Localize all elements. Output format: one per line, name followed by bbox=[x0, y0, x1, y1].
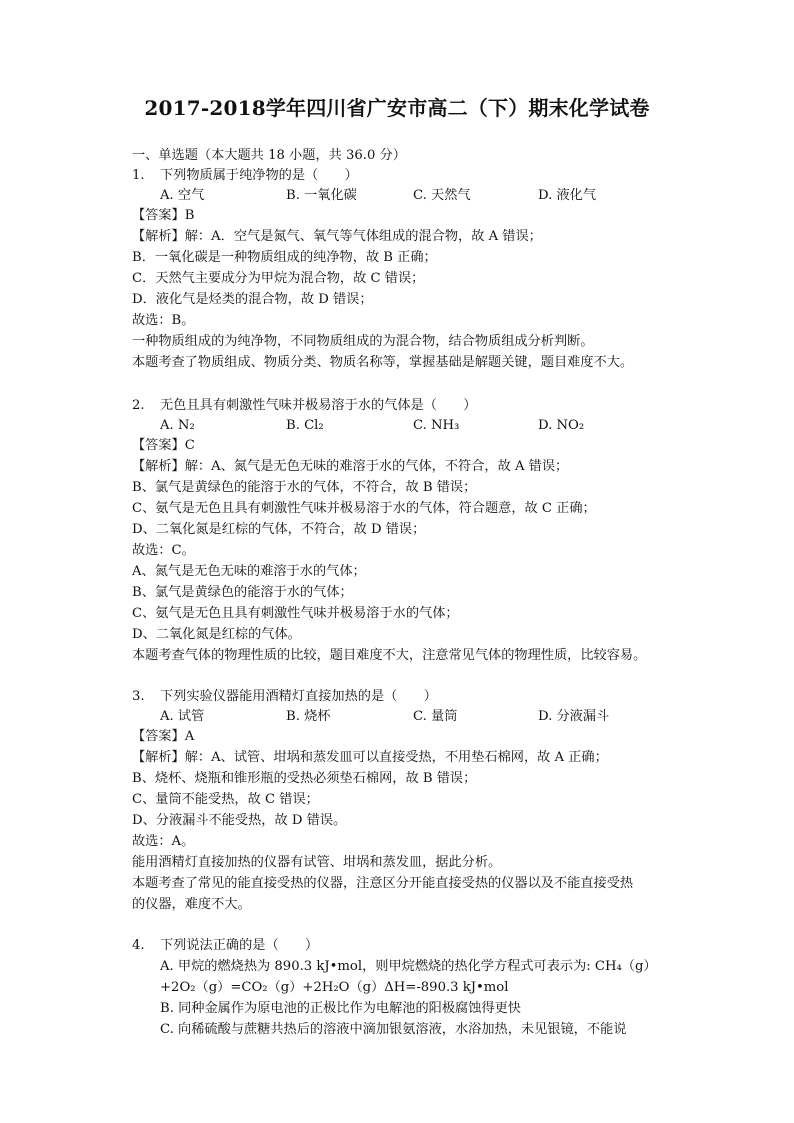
question-text: 下列说法正确的是（ ） bbox=[160, 938, 319, 953]
option-b: B. Cl₂ bbox=[286, 418, 324, 433]
analysis-line: 【解析】解：A、氮气是无色无味的难溶于水的气体，不符合，故 A 错误； bbox=[132, 459, 569, 474]
analysis-line: B、氯气是黄绿色的能溶于水的气体； bbox=[132, 585, 353, 600]
option-a: A. N₂ bbox=[160, 418, 195, 433]
option-line: C. 向稀硫酸与蔗糖共热后的溶液中滴加银氨溶液，水浴加热，未见银镜，不能说 bbox=[160, 1022, 627, 1037]
option-c: C. NH₃ bbox=[413, 418, 460, 433]
section-heading: 一、单选题（本大题共 18 小题，共 36.0 分） bbox=[132, 148, 406, 163]
question-number: 1. bbox=[132, 168, 145, 183]
analysis-line: C、氨气是无色且具有刺激性气味并极易溶于水的气体； bbox=[132, 606, 459, 621]
option-line: A. 甲烷的燃烧热为 890.3 kJ•mol，则甲烷燃烧的热化学方程式可表示为: CH₄（g） bbox=[160, 959, 657, 974]
question-2-stem bbox=[132, 396, 477, 416]
analysis-line: C、氨气是无色且具有刺激性气味并极易溶于水的气体，符合题意，故 C 正确； bbox=[132, 501, 596, 516]
analysis-line: B、氯气是黄绿色的能溶于水的气体，不符合，故 B 错误； bbox=[132, 480, 477, 495]
analysis-line: D、分液漏斗不能受热，故 D 错误。 bbox=[132, 813, 347, 828]
answer-line: 【答案】A bbox=[132, 729, 195, 744]
option-a: A. 试管 bbox=[160, 709, 205, 724]
analysis-line: 故选：C。 bbox=[132, 543, 195, 558]
analysis-line: 故选：A。 bbox=[132, 834, 195, 849]
option-d: D. 分液漏斗 bbox=[538, 709, 610, 724]
question-text: 下列物质属于纯净物的是（ ） bbox=[160, 168, 358, 183]
question-number: 3. bbox=[132, 689, 145, 704]
option-line: B. 同种金属作为原电池的正极比作为电解池的阳极腐蚀得更快 bbox=[160, 1001, 521, 1016]
analysis-line: D．液化气是烃类的混合物，故 D 错误； bbox=[132, 292, 373, 307]
question-number: 4. bbox=[132, 938, 145, 953]
option-a: A. 空气 bbox=[160, 188, 205, 203]
analysis-line: D、二氧化氮是红棕的气体，不符合，故 D 错误； bbox=[132, 522, 426, 537]
option-c: C. 天然气 bbox=[413, 188, 471, 203]
answer-line: 【答案】C bbox=[132, 438, 195, 453]
analysis-line: 【解析】解：A．空气是氮气、氧气等气体组成的混合物，故 A 错误； bbox=[132, 229, 542, 244]
analysis-line: B、烧杯、烧瓶和锥形瓶的受热必须垫石棉网，故 B 错误； bbox=[132, 771, 477, 786]
analysis-line: 故选：B。 bbox=[132, 313, 195, 328]
option-d: D. NO₂ bbox=[538, 418, 585, 433]
analysis-line: 的仪器，难度不大。 bbox=[132, 897, 251, 912]
analysis-line: 本题考查了物质组成、物质分类、物质名称等，掌握基础是解题关键，题目难度不大。 bbox=[132, 355, 634, 370]
analysis-line: 一种物质组成的为纯净物，不同物质组成的为混合物，结合物质组成分析判断。 bbox=[132, 334, 594, 349]
option-d: D. 液化气 bbox=[538, 188, 597, 203]
page-title: 2017-2018学年四川省广安市高二（下）期末化学试卷 bbox=[144, 96, 650, 120]
analysis-line: 能用酒精灯直接加热的仪器有试管、坩埚和蒸发皿，据此分析。 bbox=[132, 855, 502, 870]
analysis-line: 【解析】解：A、试管、坩埚和蒸发皿可以直接受热，不用垫石棉网，故 A 正确； bbox=[132, 750, 608, 765]
option-c: C. 量筒 bbox=[413, 709, 458, 724]
analysis-line: C．天然气主要成分为甲烷为混合物，故 C 错误； bbox=[132, 271, 425, 286]
question-1-stem bbox=[132, 166, 358, 186]
question-text: 下列实验仪器能用酒精灯直接加热的是（ ） bbox=[160, 689, 437, 704]
option-line: +2O₂（g）=CO₂（g）+2H₂O（g）ΔH=-890.3 kJ•mol bbox=[160, 980, 509, 995]
question-3-stem bbox=[132, 687, 437, 707]
question-text: 无色且具有刺激性气味并极易溶于水的气体是（ ） bbox=[160, 398, 477, 413]
option-b: B. 一氧化碳 bbox=[286, 188, 357, 203]
option-b: B. 烧杯 bbox=[286, 709, 331, 724]
analysis-line: C、量筒不能受热，故 C 错误； bbox=[132, 792, 319, 807]
question-4-stem bbox=[132, 936, 318, 956]
answer-line: 【答案】B bbox=[132, 208, 195, 223]
analysis-line: A、氮气是无色无味的难溶于水的气体； bbox=[132, 564, 366, 579]
analysis-line: 本题考查气体的物理性质的比较，题目难度不大，注意常见气体的物理性质，比较容易。 bbox=[132, 648, 647, 663]
analysis-line: 本题考查了常见的能直接受热的仪器，注意区分开能直接受热的仪器以及不能直接受热 bbox=[132, 876, 634, 891]
analysis-line: D、二氧化氮是红棕的气体。 bbox=[132, 627, 301, 642]
question-number: 2. bbox=[132, 398, 145, 413]
analysis-line: B．一氧化碳是一种物质组成的纯净物，故 B 正确； bbox=[132, 250, 437, 265]
